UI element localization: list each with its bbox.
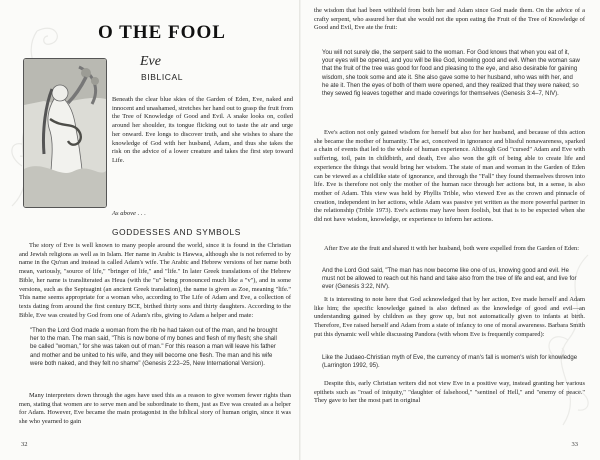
above-text: As above . . . [112,210,146,217]
block-quote: And the Lord God said, "The man has now become like one of us, knowing good and evil. He must not be allowed to reach out his hand and take also from the tree of life and eat, and live for ever (Genesis 3:22, NIV). [322,268,577,291]
figure-description: Beneath the clear blue skies of the Garden of Eden, Eve, naked and innocent and unashamed, stretches her hand out to grasp the fruit from the Tree of Knowledge of Good and Evil. A snake looks on, coiled around her shoulder, its tongue flicking out to taste the air and urge her onward. Eve longs to discover truth, and she wishes to share the knowledge of God with her husband, Adam, and thus she takes the risk on the advice of a lower creature and takes the first step toward Life. [112,96,293,164]
paragraph: Despite this, early Christian writers did not view Eve in a positive way, instead granting her various epithets such as "road of iniquity," "daughter of falsehood," "sentinel of Hell," and "enemy of peace." They gave to her the most part in original [314,380,585,405]
paragraph: the wisdom that had been withheld from both her and Adam since God made them. On the advice of a crafty serpent, who assured her that she would not die upon eating the Fruit of the Tree of Knowledge of Good and Evil, Eve ate the fruit: [314,7,585,32]
page-number: 32 [21,441,28,448]
block-quote: Like the Judaeo-Christian myth of Eve, the currency of man's fall is women's wish for knowledge (Larrington 1992, 95). [322,355,578,370]
chapter-title: O THE FOOL [98,22,226,43]
paragraph: Eve's action not only gained wisdom for herself but also for her husband, and because of this action she became the mother of humanity. The act, conceived in ignorance and blissful nonawareness, sparked a chain of events that led to the whole of human experience. Although God "cursed" Adam and Eve with suffering, toil, pain in childbirth, and death, Eve also won the gift of being able to create life and experience the things that would bring her wisdom. The state of man and woman in the Garden of Eden can be viewed as a childlike state of ignorance, and through the "Fall" they found themselves thrown into life. Eve is therefore not only the mother of the human race through her actions but, in a sense, is also mother of Adam. This view was held by Phyllis Trible, who viewed Eve as the crown and pinnacle of creation, independent in her actions, while Adam was passive yet written as the more powerful partner in the relationship (Trible 1973). Eve's actions may have been foolish, but that is to be expected when she did not have wisdom, knowledge, or experience to inform her actions. [314,129,585,224]
page-number: 33 [571,441,578,448]
figure-title: Eve [140,54,161,69]
block-quote: "Then the Lord God made a woman from the rib he had taken out of the man, and he brought her to the man. The man said, "This is now bone of my bones and flesh of my flesh; she shall be called "woman," for she was taken out of man." For this reason a man will leave his father and mother and be united to his wife, and they will become one flesh. The man and his wife were both naked, and they felt no shame" (Genesis 2:22–25, New International Version). [30,328,278,367]
right-page [300,0,600,460]
paragraph: It is interesting to note here that God acknowledged that by her action, Eve made herself and Adam like him; the specific knowledge gained is also defined as the knowledge of good and evil—an understanding gained by children as they grow up, but not automatically given to infants at birth. Therefore, Eve raised herself and Adam from a state of infancy to one of moral awareness. Barbara Smith put this dynamic well while discussing Pandora (with whom Eve is frequently compared): [314,296,585,338]
paragraph: Many interpreters down through the ages have used this as a reason to give women fewer rights than men, stating that women are to serve men and be subordinate to them, just as Eve was created as a helper for Adam. However, Eve became the main protagonist in the biblical story of human origin, since it was she who yearned to gain [19,392,291,426]
figure-subtitle: BIBLICAL [141,72,184,82]
section-heading: GODDESSES AND SYMBOLS [112,227,242,237]
paragraph: The story of Eve is well known to many people around the world, since it is found in the Christian and Jewish religions as well as in Islam. Her name in Arabic is Hawwa, although she is not referred to by name in the Qu'ran and instead is called Adam's wife. The Arabic and Hebrew versions of her name both mean, variously, "source of life," "bringer of life," and "life." In later Greek translations of the Hebrew Bible, her name is transliterated as Heua (with the "u" being pronounced much like a "v"), and in some versions, such as the Septuagint (an ancient Greek translation), the name is given as Zoe, meaning "life." This name seems appropriate for a woman who, according to The Life of Adam and Eve, a collection of texts dating from around the first century BCE, birthed thirty sons and thirty daughters. According to the Bible, Eve was created by God from one of Adam's ribs, giving to Adam a helper and mate: [19,242,291,319]
eve-figure-image [24,59,106,207]
eve-tarot-illustration [23,58,107,208]
block-quote: You will not surely die, the serpent said to the woman. For God knows that when you eat of it, your eyes will be opened, and you will be like God, knowing good and evil. When the woman saw that the fruit of the tree was good for food and pleasing to the eye, and also desirable for gaining wisdom, she took some and ate it. She also gave some to her husband, who was with her, and he ate it. Then the eyes of both of them were opened, and they realized that they were naked; so they sewed fig leaves together and made coverings for themselves (Genesis 3:4–7, NIV). [322,50,580,98]
paragraph: After Eve ate the fruit and shared it with her husband, both were expelled from the Garden of Eden: [324,245,580,252]
